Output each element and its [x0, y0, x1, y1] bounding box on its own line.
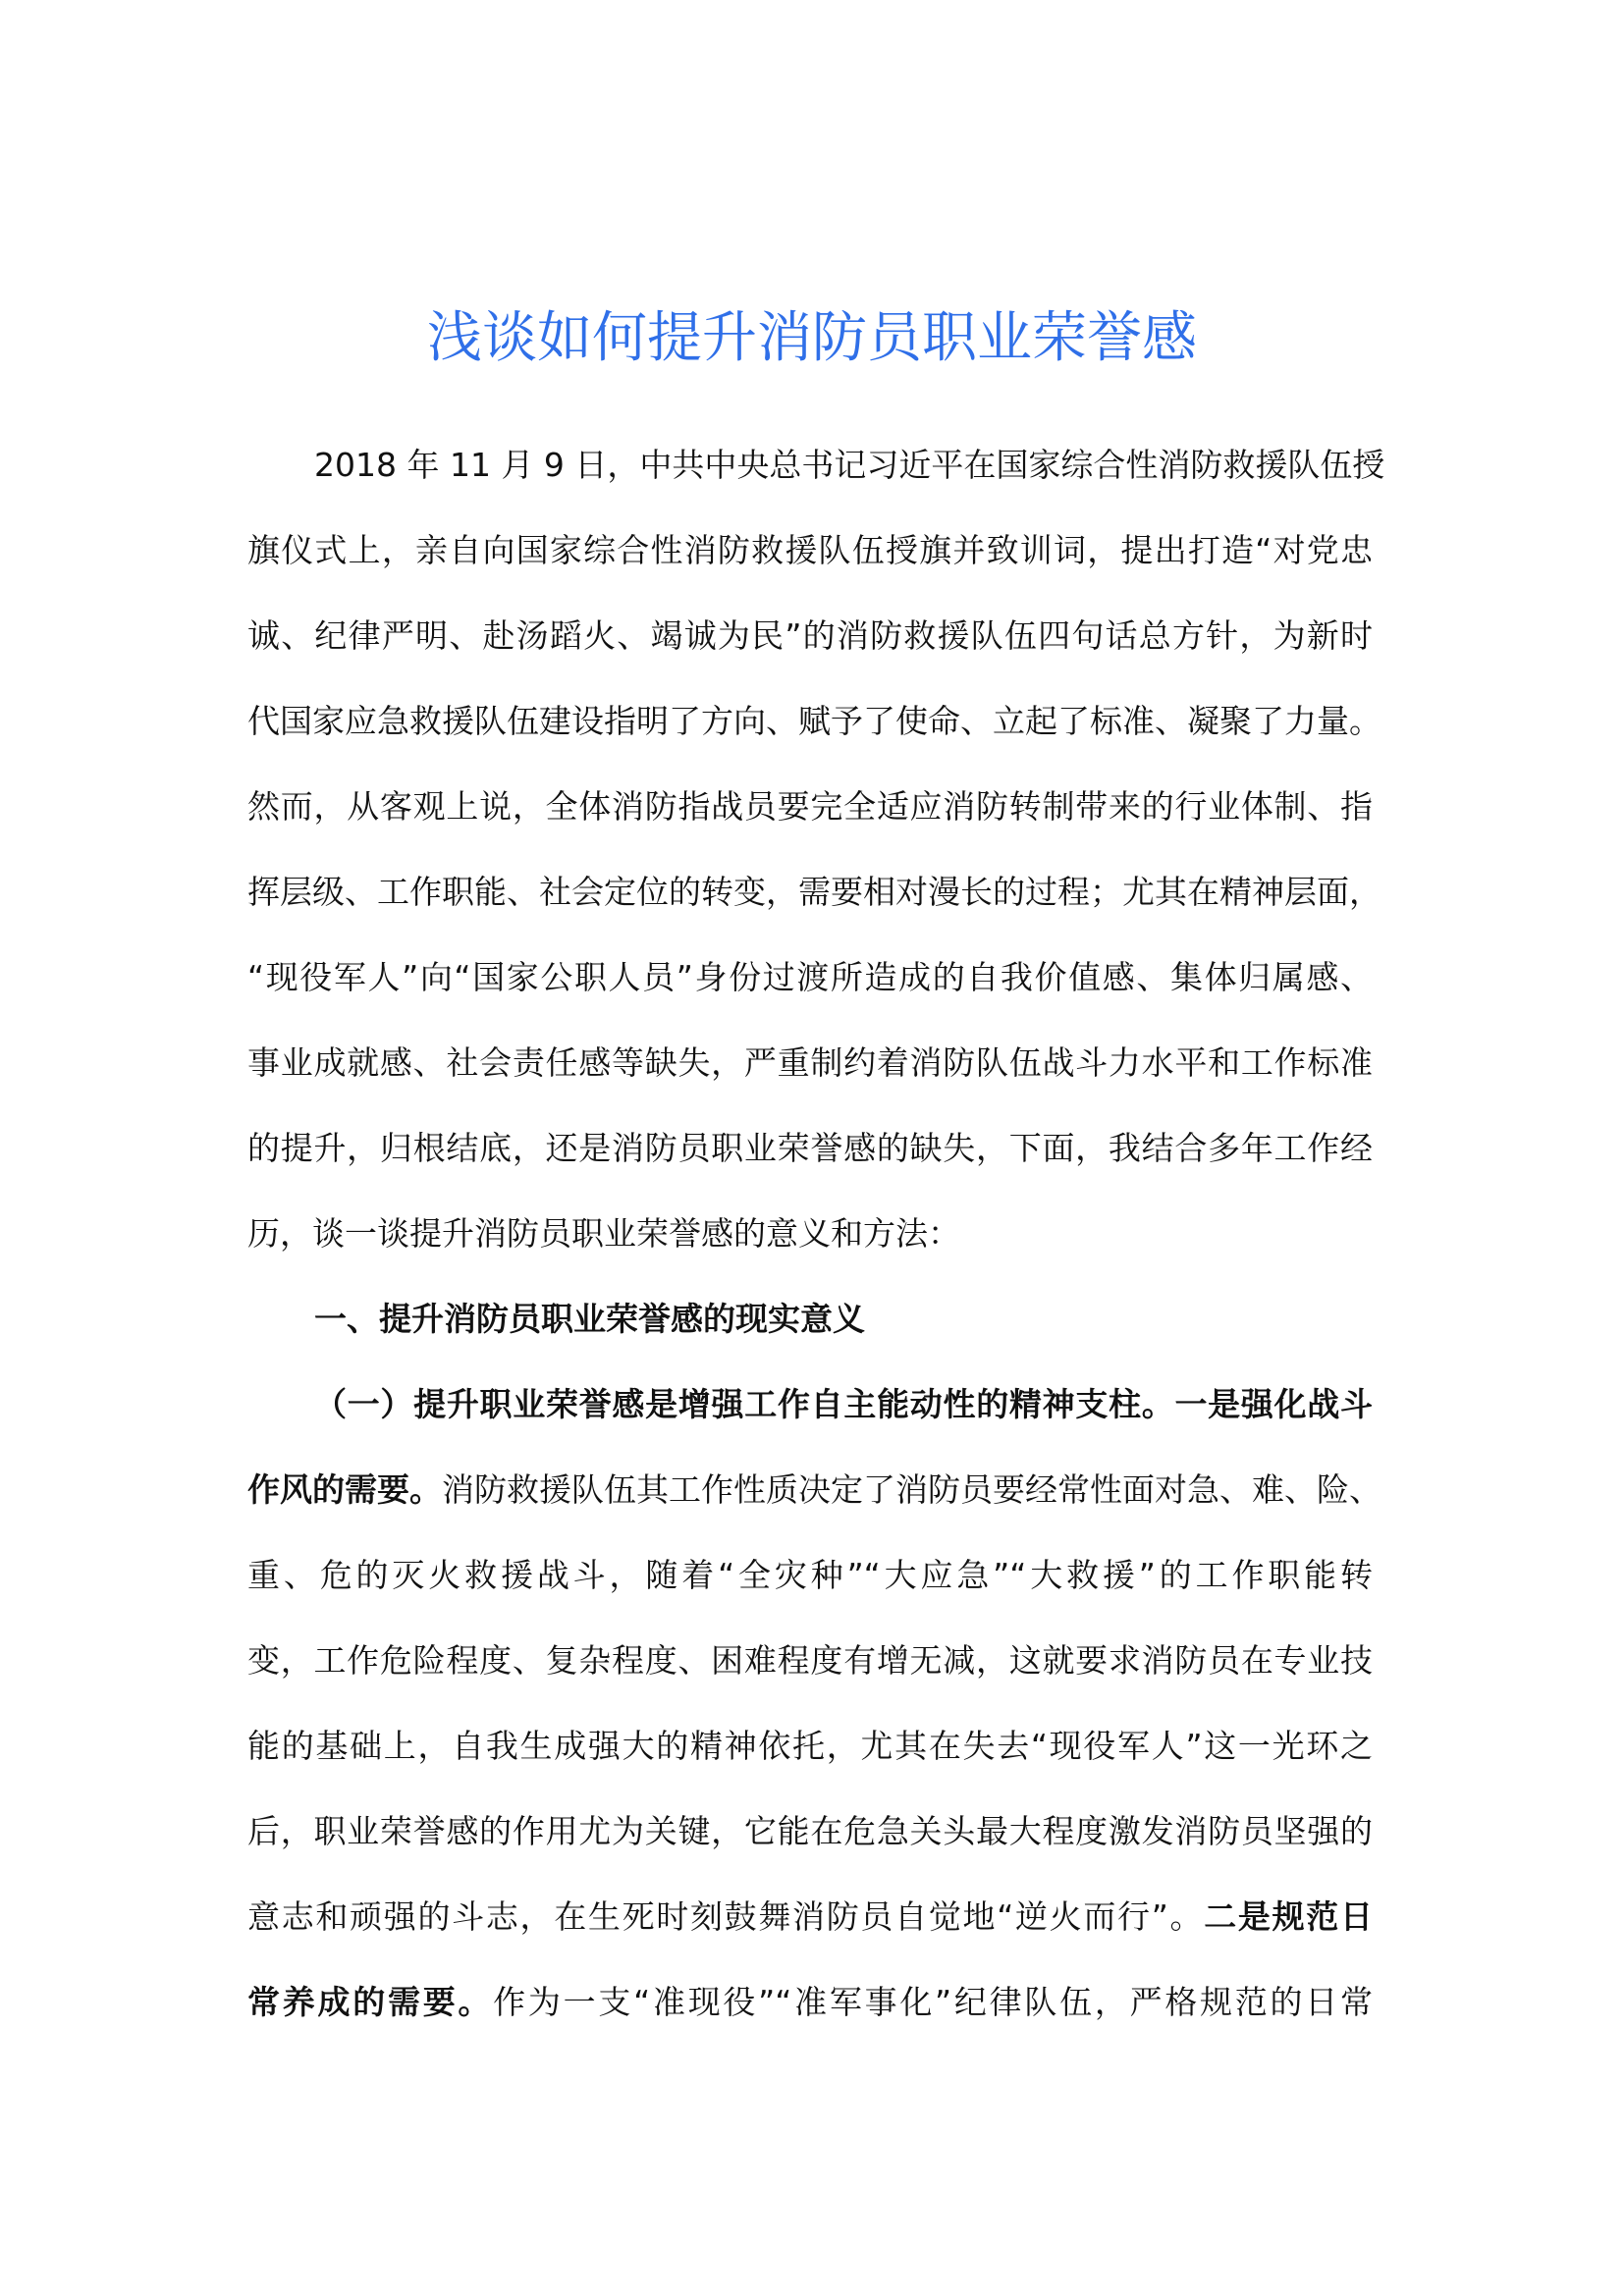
text-line: [247, 1105, 1373, 1191]
text-line: [247, 764, 1373, 849]
body-text: 旗仪式上，亲自向国家综合性消防救援队伍授旗并致训词，提出打造“对党忠: [247, 531, 1373, 569]
bold-text: 一、提升消防员职业荣誉感的现实意义: [314, 1300, 865, 1338]
text-line: [247, 678, 1381, 764]
text-line: [247, 507, 1373, 593]
text-line: [247, 1362, 1373, 1447]
text-line: [247, 1618, 1373, 1703]
body-text: 重、危的灭火救援战斗，随着“全灾种”“大应急”“大救援”的工作职能转: [247, 1556, 1373, 1594]
body-text: 然而，从客观上说，全体消防指战员要完全适应消防转制带来的行业体制、指: [247, 787, 1373, 826]
text-line: [247, 849, 1381, 934]
text-line: [247, 1020, 1373, 1105]
body-text: 挥层级、工作职能、社会定位的转变，需要相对漫长的过程；尤其在精神层面，: [247, 873, 1381, 911]
text-line: [247, 1703, 1373, 1789]
body-text: 事业成就感、社会责任感等缺失，严重制约着消防队伍战斗力水平和工作标准: [247, 1043, 1373, 1082]
text-line: [247, 1959, 1373, 2045]
body-text: “现役军人”向“国家公职人员”身份过渡所造成的自我价值感、集体归属感、: [247, 958, 1373, 996]
bold-text: 作风的需要。: [247, 1470, 442, 1509]
text-line: [247, 1874, 1373, 1959]
document-title: 浅谈如何提升消防员职业荣誉感: [427, 306, 1197, 370]
body-text: 2018 年 11 月 9 日，中共中央总书记习近平在国家综合性消防救援队伍授: [314, 446, 1385, 484]
body-text: 代国家应急救援队伍建设指明了方向、赋予了使命、立起了标准、凝聚了力量。: [247, 702, 1381, 740]
body-text: 消防救援队伍其工作性质决定了消防员要经常性面对急、难、险、: [442, 1470, 1381, 1509]
text-line: [247, 934, 1373, 1020]
body-text: 的提升，归根结底，还是消防员职业荣誉感的缺失，下面，我结合多年工作经: [247, 1129, 1373, 1167]
document-body: [247, 422, 1385, 2045]
text-line: [247, 1532, 1373, 1618]
body-text: 后，职业荣誉感的作用尤为关键，它能在危急关头最大程度激发消防员坚强的: [247, 1812, 1373, 1850]
body-text: 作为一支“准现役”“准军事化”纪律队伍，严格规范的日常: [493, 1983, 1374, 2021]
body-text: 历，谈一谈提升消防员职业荣誉感的意义和方法：: [247, 1214, 960, 1253]
bold-text: （一）提升职业荣誉感是增强工作自主能动性的精神支柱。一是强化战斗: [314, 1385, 1373, 1423]
text-line: [247, 1447, 1381, 1532]
body-text: 意志和顽强的斗志，在生死时刻鼓舞消防员自觉地“逆火而行”。: [247, 1897, 1205, 1936]
bold-text: 常养成的需要。: [247, 1983, 494, 2021]
text-line: [247, 1191, 1373, 1276]
text-line: [247, 593, 1373, 678]
bold-text: 二是规范日: [1204, 1897, 1373, 1936]
text-line: [247, 1789, 1373, 1874]
text-line: [247, 1276, 1373, 1362]
body-text: 诚、纪律严明、赴汤蹈火、竭诚为民”的消防救援队伍四句话总方针，为新时: [247, 616, 1373, 655]
text-line: [247, 422, 1385, 507]
body-text: 能的基础上，自我生成强大的精神依托，尤其在失去“现役军人”这一光环之: [247, 1727, 1373, 1765]
body-text: 变，工作危险程度、复杂程度、困难程度有增无减，这就要求消防员在专业技: [247, 1641, 1373, 1680]
